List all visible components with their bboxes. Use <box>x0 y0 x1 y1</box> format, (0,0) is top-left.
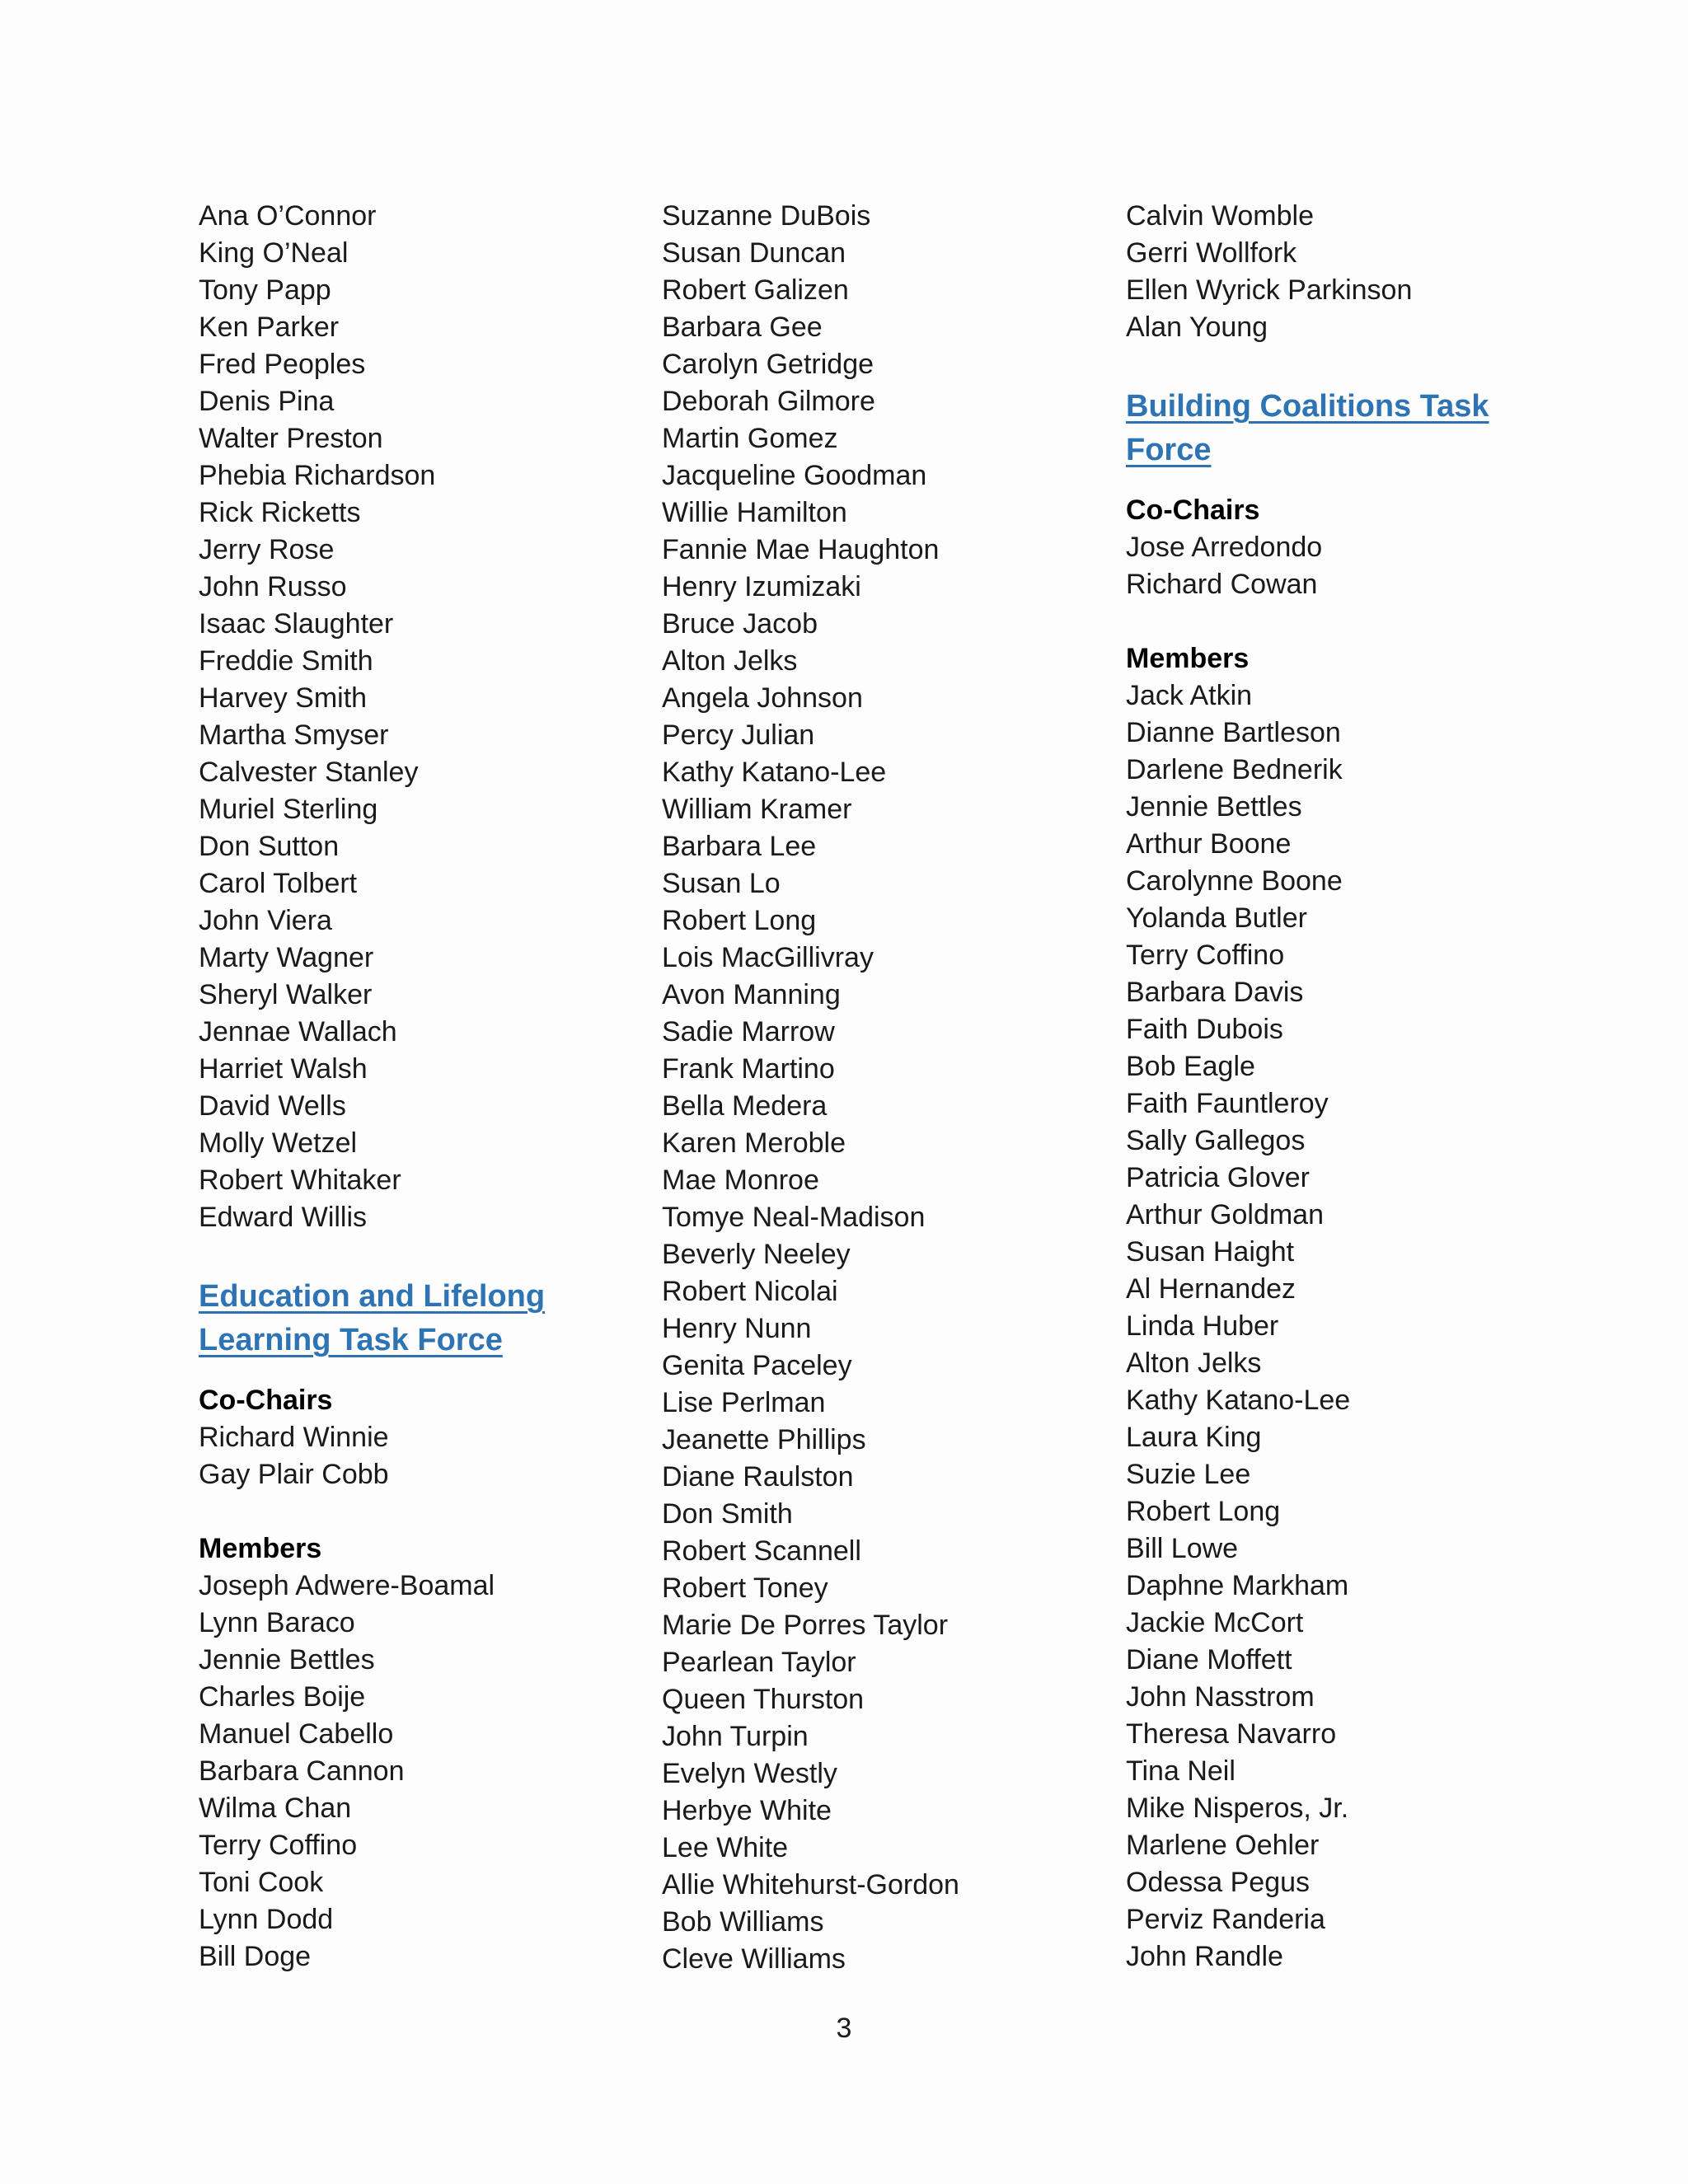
list-item: Allie Whitehurst-Gordon <box>662 1869 959 1900</box>
list-item: John Turpin <box>662 1721 809 1752</box>
list-item: Bruce Jacob <box>662 608 818 640</box>
list-item: Don Sutton <box>199 831 340 862</box>
list-item: Carolynne Boone <box>1126 865 1343 897</box>
column-3 <box>1126 198 1554 1975</box>
list-item: Wilma Chan <box>199 1793 352 1824</box>
page-number: 3 <box>836 2013 852 2044</box>
list-item: Barbara Cannon <box>199 1755 405 1787</box>
heading-line[interactable]: Building Coalitions Task <box>1126 389 1489 424</box>
list-item: Odessa Pegus <box>1126 1867 1311 1898</box>
list-item: Ana O’Connor <box>199 200 377 232</box>
list-item: Angela Johnson <box>662 682 863 714</box>
list-item: Barbara Lee <box>662 831 817 862</box>
list-item: Deborah Gilmore <box>662 386 875 417</box>
list-item: Tina Neil <box>1126 1755 1236 1787</box>
list-item: Jackie McCort <box>1126 1607 1304 1638</box>
list-item: Rick Ricketts <box>199 497 361 528</box>
list-item: Robert Whitaker <box>199 1165 401 1196</box>
list-item: Barbara Gee <box>662 312 823 343</box>
list-item: Pearlean Taylor <box>662 1647 856 1678</box>
list-item: Jack Atkin <box>1126 680 1253 711</box>
list-item: Susan Haight <box>1126 1236 1295 1268</box>
list-item: John Nasstrom <box>1126 1681 1315 1713</box>
list-item: Evelyn Westly <box>662 1758 837 1789</box>
list-item: Harriet Walsh <box>199 1053 368 1085</box>
list-item: Kathy Katano-Lee <box>662 757 887 788</box>
list-item: Diane Raulston <box>662 1461 854 1493</box>
list-item: Herbye White <box>662 1795 832 1826</box>
list-item: Isaac Slaughter <box>199 608 394 640</box>
list-item: Susan Duncan <box>662 237 846 269</box>
list-item: Marie De Porres Taylor <box>662 1610 949 1641</box>
list-item: Jerry Rose <box>199 534 335 565</box>
list-item: Al Hernandez <box>1126 1273 1296 1305</box>
list-item: Denis Pina <box>199 386 335 417</box>
task-force-heading[interactable] <box>199 1275 627 1362</box>
list-item: Sally Gallegos <box>1126 1125 1306 1156</box>
cochairs-block <box>199 1382 627 1493</box>
task-force-heading[interactable] <box>1126 385 1554 472</box>
list-item: Alan Young <box>1126 312 1268 343</box>
list-item: Suzie Lee <box>1126 1459 1251 1490</box>
list-item: Martin Gomez <box>662 423 838 454</box>
list-item: Diane Moffett <box>1126 1644 1292 1675</box>
list-item: Marlene Oehler <box>1126 1830 1320 1861</box>
list-item: King O’Neal <box>199 237 349 269</box>
list-item: Beverly Neeley <box>662 1239 851 1270</box>
list-item: Charles Boije <box>199 1681 366 1713</box>
list-item: Edward Willis <box>199 1202 368 1233</box>
list-item: Lois MacGillivray <box>662 942 874 973</box>
list-item: Jennie Bettles <box>199 1644 375 1675</box>
list-item: Mae Monroe <box>662 1165 819 1196</box>
list-item: John Viera <box>199 905 332 936</box>
list-item: Gerri Wollfork <box>1126 237 1297 269</box>
list-item: Cleve Williams <box>662 1943 846 1975</box>
list-item: Harvey Smith <box>199 682 368 714</box>
list-item: Bill Lowe <box>1126 1533 1239 1564</box>
list-item: Laura King <box>1126 1422 1262 1453</box>
list-item: Sheryl Walker <box>199 979 373 1010</box>
cochairs-block <box>1126 492 1554 603</box>
list-item: Robert Long <box>662 905 817 936</box>
list-item: Ken Parker <box>199 312 340 343</box>
list-item: Jacqueline Goodman <box>662 460 927 491</box>
list-item: Robert Nicolai <box>662 1276 838 1307</box>
name-list <box>199 198 627 1236</box>
list-item: Robert Galizen <box>662 274 849 306</box>
list-item: Yolanda Butler <box>1126 902 1307 934</box>
members-label: Members <box>1126 643 1250 674</box>
list-item: Tony Papp <box>199 274 331 306</box>
list-item: Jose Arredondo <box>1126 532 1323 563</box>
list-item: Tomye Neal-Madison <box>662 1202 926 1233</box>
list-item: John Russo <box>199 571 347 602</box>
list-item: Molly Wetzel <box>199 1127 358 1159</box>
list-item: Queen Thurston <box>662 1684 865 1715</box>
heading-line[interactable]: Education and Lifelong <box>199 1279 546 1314</box>
name-list <box>1126 198 1554 346</box>
list-item: Darlene Bednerik <box>1126 754 1343 785</box>
list-item: Bob Williams <box>662 1906 824 1938</box>
list-item: Mike Nisperos, Jr. <box>1126 1793 1349 1824</box>
list-item: Susan Lo <box>662 868 781 899</box>
list-item: Daphne Markham <box>1126 1570 1349 1601</box>
list-item: Bob Eagle <box>1126 1051 1255 1082</box>
heading-line[interactable]: Force <box>1126 433 1212 467</box>
list-item: Genita Paceley <box>662 1350 852 1381</box>
members-block <box>199 1530 627 1975</box>
list-item: Martha Smyser <box>199 719 389 751</box>
list-item: Faith Dubois <box>1126 1014 1283 1045</box>
list-item: Don Smith <box>662 1498 793 1530</box>
name-list <box>662 198 1090 1978</box>
list-item: Gay Plair Cobb <box>199 1459 389 1490</box>
list-item: Lise Perlman <box>662 1387 826 1418</box>
members-label: Members <box>199 1533 322 1564</box>
list-item: Patricia Glover <box>1126 1162 1310 1193</box>
list-item: Perviz Randeria <box>1126 1904 1325 1935</box>
list-item: Jennae Wallach <box>199 1016 397 1047</box>
list-item: Robert Scannell <box>662 1535 861 1567</box>
list-item: Richard Cowan <box>1126 569 1318 600</box>
list-item: Willie Hamilton <box>662 497 847 528</box>
list-item: Percy Julian <box>662 719 815 751</box>
list-item: Fannie Mae Haughton <box>662 534 940 565</box>
list-item: Kathy Katano-Lee <box>1126 1385 1351 1416</box>
list-item: Freddie Smith <box>199 645 373 677</box>
list-item: Jennie Bettles <box>1126 791 1302 823</box>
list-item: Carolyn Getridge <box>662 349 874 380</box>
list-item: Terry Coffino <box>1126 940 1285 971</box>
cochairs-label: Co-Chairs <box>199 1385 333 1416</box>
list-item: Karen Meroble <box>662 1127 846 1159</box>
list-item: Calvester Stanley <box>199 757 419 788</box>
list-item: Terry Coffino <box>199 1830 358 1861</box>
list-item: Lee White <box>662 1832 789 1863</box>
list-item: Alton Jelks <box>662 645 798 677</box>
heading-line[interactable]: Learning Task Force <box>199 1323 503 1357</box>
list-item: Calvin Womble <box>1126 200 1315 232</box>
list-item: Manuel Cabello <box>199 1718 394 1750</box>
list-item: Sadie Marrow <box>662 1016 835 1047</box>
list-item: Phebia Richardson <box>199 460 436 491</box>
list-item: Faith Fauntleroy <box>1126 1088 1329 1119</box>
list-item: William Kramer <box>662 794 852 825</box>
column-2 <box>662 198 1090 1978</box>
list-item: Linda Huber <box>1126 1310 1279 1342</box>
list-item: Lynn Baraco <box>199 1607 355 1638</box>
list-item: Fred Peoples <box>199 349 366 380</box>
list-item: Frank Martino <box>662 1053 835 1085</box>
list-item: Henry Izumizaki <box>662 571 861 602</box>
list-item: Richard Winnie <box>199 1422 389 1453</box>
list-item: Avon Manning <box>662 979 841 1010</box>
list-item: Carol Tolbert <box>199 868 358 899</box>
list-item: David Wells <box>199 1090 346 1122</box>
members-block <box>1126 640 1554 1975</box>
list-item: Ellen Wyrick Parkinson <box>1126 274 1413 306</box>
list-item: Henry Nunn <box>662 1313 812 1344</box>
list-item: Theresa Navarro <box>1126 1718 1337 1750</box>
cochairs-label: Co-Chairs <box>1126 494 1260 526</box>
list-item: Robert Toney <box>662 1572 828 1604</box>
list-item: John Randle <box>1126 1941 1283 1972</box>
list-item: Dianne Bartleson <box>1126 717 1341 748</box>
list-item: Bill Doge <box>199 1941 312 1972</box>
list-item: Barbara Davis <box>1126 977 1304 1008</box>
list-item: Bella Medera <box>662 1090 828 1122</box>
list-item: Arthur Boone <box>1126 828 1292 860</box>
list-item: Robert Long <box>1126 1496 1281 1527</box>
list-item: Alton Jelks <box>1126 1347 1262 1379</box>
list-item: Arthur Goldman <box>1126 1199 1324 1230</box>
list-item: Jeanette Phillips <box>662 1424 866 1455</box>
list-item: Muriel Sterling <box>199 794 378 825</box>
list-item: Joseph Adwere-Boamal <box>199 1570 495 1601</box>
list-item: Suzanne DuBois <box>662 200 871 232</box>
list-item: Walter Preston <box>199 423 383 454</box>
list-item: Marty Wagner <box>199 942 374 973</box>
list-item: Lynn Dodd <box>199 1904 334 1935</box>
list-item: Toni Cook <box>199 1867 324 1898</box>
column-1 <box>199 198 627 1975</box>
